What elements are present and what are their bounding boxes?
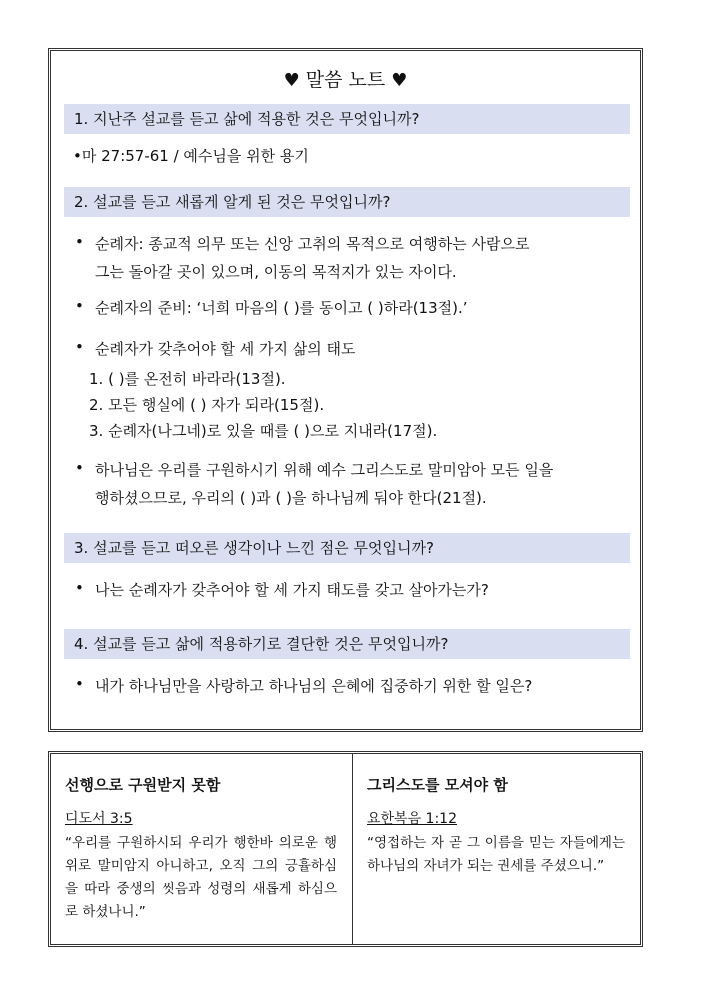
right-verse-heading: 그리스도를 모셔야 함 [367, 776, 508, 794]
left-verse-reference: 디도서 3:5 [65, 811, 133, 827]
attitude-1: 1. ( )를 온전히 바라라(13절). [89, 370, 286, 388]
question-4-header: 4. 설교를 듣고 삶에 적용하기로 결단한 것은 무엇입니까? [64, 629, 630, 659]
bullet-icon: • [75, 675, 84, 693]
bullet-icon: • [75, 297, 84, 315]
left-verse-text: “우리를 구원하시되 우리가 행한바 의로운 행위로 말미암지 아니하고, 오직 그의 긍휼하심을 따라 중생의 씻음과 성령의 새롭게 하심으로 하셨나니.” [65, 835, 337, 920]
pilgrim-definition-line2: 그는 돌아갈 곳이 있으며, 이동의 목적지가 있는 자이다. [95, 263, 457, 281]
bullet-icon: • [75, 579, 84, 597]
gods-work-line1: 하나님은 우리를 구원하시기 위해 예수 그리스도로 말미암아 모든 일을 [95, 461, 554, 479]
notes-title-text: 말씀 노트 [305, 69, 386, 91]
right-verse-reference: 요한복음 1:12 [367, 811, 457, 827]
right-verse-text: “영접하는 자 곧 그 이름을 믿는 자들에게는 하나님의 자녀가 되는 권세를 주셨으니.” [367, 835, 625, 874]
gods-work-line2: 행하셨으므로, 우리의 ( )과 ( )을 하나님께 둬야 한다(21절). [95, 489, 487, 507]
question-1-answer: •마 27:57-61 / 예수님을 위한 용기 [73, 147, 309, 165]
bullet-icon: • [75, 459, 84, 477]
heart-icon: ♥ [391, 70, 408, 91]
question-2-header: 2. 설교를 듣고 새롭게 알게 된 것은 무엇입니까? [64, 187, 630, 217]
bullet-icon: • [75, 338, 84, 356]
attitude-3: 3. 순례자(나그네)로 있을 때를 ( )으로 지내라(17절). [89, 422, 438, 440]
sermon-notes-panel [48, 48, 643, 732]
left-verse-heading: 선행으로 구원받지 못함 [65, 776, 221, 794]
attitude-2: 2. 모든 행실에 ( ) 자가 되라(15절). [89, 396, 325, 414]
pilgrim-definition-line1: 순례자: 종교적 의무 또는 신앙 고취의 목적으로 여행하는 사람으로 [95, 235, 530, 253]
heart-icon: ♥ [283, 70, 300, 91]
notes-title [51, 65, 640, 92]
question-3-answer: 나는 순례자가 갖추어야 할 세 가지 태도를 갖고 살아가는가? [95, 581, 489, 599]
verses-panel [48, 751, 643, 947]
column-divider [352, 754, 353, 944]
three-attitudes-heading: 순례자가 갖추어야 할 세 가지 삶의 태도 [95, 340, 356, 358]
question-1-header: 1. 지난주 설교를 듣고 삶에 적용한 것은 무엇입니까? [64, 104, 630, 134]
pilgrim-preparation: 순례자의 준비: ‘너희 마음의 ( )를 동이고 ( )하라(13절).’ [95, 299, 468, 317]
bullet-icon: • [75, 233, 84, 251]
question-3-header: 3. 설교를 듣고 떠오른 생각이나 느낀 점은 무엇입니까? [64, 533, 630, 563]
question-4-answer: 내가 하나님만을 사랑하고 하나님의 은혜에 집중하기 위한 할 일은? [95, 677, 533, 695]
